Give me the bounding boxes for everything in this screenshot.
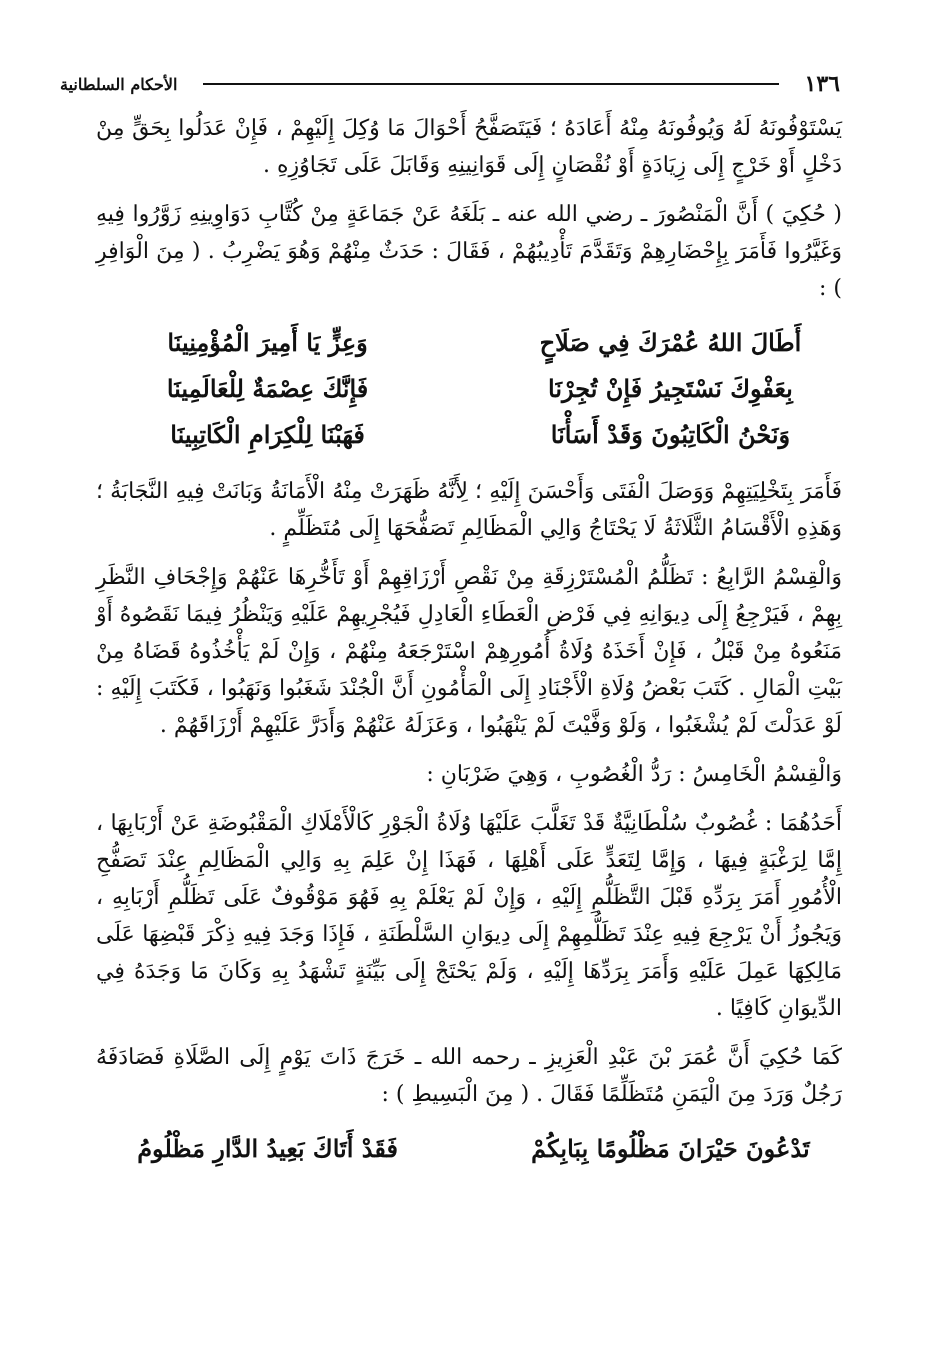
hemistich-second: فَقَدْ أَتَاكَ بَعِيدُ الدَّارِ مَظْلُومُ xyxy=(137,1133,398,1163)
paragraph: ( حُكِيَ ) أَنَّ الْمَنْصُورَ ـ رضي الله عنه ـ بَلَغَهُ عَنْ جَمَاعَةٍ مِنْ كُتَّابِ دَوَاوِينِهِ زَوَّرُوا فِيهِ وَغَيَّرُوا فَأَمَرَ بِإِحْضَارِهِمْ وَتَقَدَّمَ تَأْدِيبُهُمْ ، فَقَالَ : حَدَثٌ مِنْهُمْ وَهُوَ يَضْرِبُ . ( مِنَ الْوَافِرِ ) : xyxy=(96,202,842,301)
hemistich-first: تَدْعُونَ حَيْرَانَ مَظْلُومًا بِبَابِكُمْ xyxy=(531,1133,810,1163)
paragraph: أَحَدُهُمَا : غُصُوبٌ سُلْطَانِيَّةٌ قَدْ تَغَلَّبَ عَلَيْهَا وُلَاةُ الْجَوْرِ كَالْأَمْلَاكِ الْمَقْبُوضَةِ عَنْ أَرْبَابِهَا ، إِمَّا لِرَغْبَةٍ فِيهَا ، وَإِمَّا لِتَعَدٍّ عَلَى أَهْلِهَا ، فَهَذَا إِنْ عَلِمَ بِهِ وَالِي الْمَظَالِمِ عِنْدَ تَصَفُّحِ الْأُمُورِ أَمَرَ بِرَدِّهِ قَبْلَ التَّظَلُّمِ إِلَيْهِ ، وَإِنْ لَمْ يَعْلَمْ بِهِ فَهُوَ مَوْقُوفٌ عَلَى تَظَلُّمِ أَرْبَابِهِ ، وَيَجُوزُ أَنْ يَرْجِعَ فِيهِ عِنْدَ تَظَلُّمِهِمْ إِلَى دِيوَانِ السَّلْطَنَةِ ، فَإِذَا وَجَدَ فِيهِ ذِكْرَ قَبْضِهَا عَلَى مَالِكِهَا عَمِلَ عَلَيْهِ وَأَمَرَ بِرَدِّهَا إِلَيْهِ ، وَلَمْ يَحْتَجْ إِلَى بَيِّنَةٍ تَشْهَدُ بِهِ وَكَانَ مَا وَجَدَهُ فِي الدِّيوَانِ كَافِيًا . xyxy=(96,811,842,1021)
verse xyxy=(96,411,842,457)
hemistich-first: أَطَالَ اللهُ عُمْرَكَ فِي صَلَاحٍ xyxy=(539,327,802,357)
paragraph: يَسْتَوْفُونَهُ لَهُ وَيُوفُونَهُ مِنْهُ أَعَادَهُ ؛ فَيَتَصَفَّحُ أَحْوَالَ مَا وُكِلَ إِلَيْهِمْ ، فَإِنْ عَدَلُوا بِحَقٍّ مِنْ دَخْلٍ أَوْ خَرْجٍ إِلَى زِيَادَةٍ أَوْ نُقْصَانٍ إِلَى قَوَانِينِهِ وَقَابَلَ عَلَى تَجَاوُزِهِ . xyxy=(96,116,842,178)
page-body xyxy=(96,110,842,1187)
poem xyxy=(96,1125,842,1171)
poem xyxy=(96,319,842,457)
verse xyxy=(96,365,842,411)
hemistich-second: فَإِنَّكَ عِصْمَةٌ لِلْعَالَمِينَا xyxy=(166,373,369,403)
paragraph: كَمَا حُكِيَ أَنَّ عُمَرَ بْنَ عَبْدِ الْعَزِيزِ ـ رحمه الله ـ خَرَجَ ذَاتَ يَوْمٍ إِلَى الصَّلَاةِ فَصَادَفَهُ رَجُلٌ وَرَدَ مِنَ الْيَمَنِ مُتَظَلِّمًا فَقَالَ . ( مِنَ الْبَسِيطِ ) : xyxy=(96,1045,842,1107)
page-number: ١٣٦ xyxy=(804,71,840,97)
hemistich-first: بِعَفْوِكَ نَسْتَجِيرُ فَإِنْ تُجِرْنَا xyxy=(548,373,793,403)
paragraph: وَالْقِسْمُ الْخَامِسُ : رَدُّ الْغُصُوبِ ، وَهِيَ ضَرْبَانِ : xyxy=(426,762,842,787)
running-title: الأحكام السلطانية xyxy=(60,74,178,94)
page-header xyxy=(60,64,840,104)
hemistich-first: وَنَحْنُ الْكَاتِبُونَ وَقَدْ أَسَأْنَا xyxy=(550,419,791,449)
verse xyxy=(96,319,842,365)
hemistich-second: فَهَبْنَا لِلْكِرَامِ الْكَاتِبِينَا xyxy=(170,419,365,449)
hemistich-second: وَعِزٍّ يَا أَمِيرَ الْمُؤْمِنِينَا xyxy=(167,327,368,357)
header-rule xyxy=(203,83,778,85)
verse xyxy=(96,1125,842,1171)
paragraph: وَالْقِسْمُ الرَّابِعُ : تَظَلُّمُ الْمُسْتَرْزِقَةِ مِنْ نَقْصِ أَرْزَاقِهِمْ أَوْ تَأَخُّرِهَا عَنْهُمْ وَإِجْحَافِ النَّظَرِ بِهِمْ ، فَيَرْجِعُ إِلَى دِيوَانِهِ فِي فَرْضِ الْعَطَاءِ الْعَادِلِ فَيُجْرِيهِمْ عَلَيْهِ وَيَنْظُرُ فِيمَا نَقَصُوهُ أَوْ مَنَعُوهُ مِنْ قَبْلُ ، فَإِنْ أَخَذَهُ وُلَاةُ أُمُورِهِمْ اسْتَرْجَعَهُ مِنْهُمْ ، وَإِنْ لَمْ يَأْخُذُوهُ قَضَاهُ مِنْ بَيْتِ الْمَالِ . كَتَبَ بَعْضُ وُلَاةِ الْأَجْنَادِ إِلَى الْمَأْمُونِ أَنَّ الْجُنْدَ شَغَبُوا وَنَهَبُوا ، فَكَتَبَ إِلَيْهِ : لَوْ عَدَلْتَ لَمْ يُشْغَبُوا ، وَلَوْ وَفَّيْتَ لَمْ يَنْهَبُوا ، وَعَزَلَهُ عَنْهُمْ وَأَدَرَّ عَلَيْهِمْ أَرْزَاقَهُمْ . xyxy=(96,565,842,738)
paragraph: فَأَمَرَ بِتَخْلِيَتِهِمْ وَوَصَلَ الْفَتَى وَأَحْسَنَ إِلَيْهِ ؛ لِأَنَّهُ ظَهَرَتْ مِنْهُ الْأَمَانَةُ وَبَانَتْ فِيهِ النَّجَابَةُ ؛ وَهَذِهِ الْأَقْسَامُ الثَّلَاثَةُ لَا يَحْتَاجُ وَالِي الْمَظَالِمِ تَصَفُّحَهَا إِلَى مُتَظَلِّمٍ . xyxy=(96,479,842,541)
